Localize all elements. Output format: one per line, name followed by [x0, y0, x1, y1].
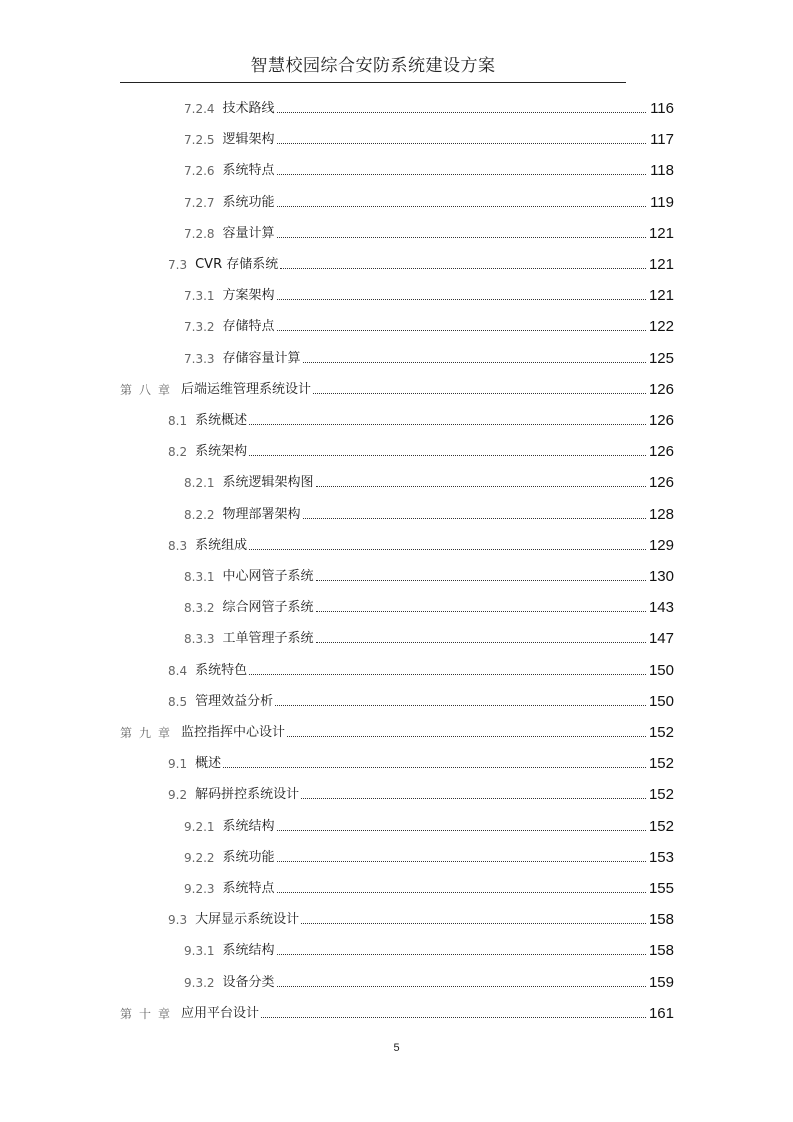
toc-dot-leader	[277, 299, 646, 300]
toc-dot-leader	[277, 237, 646, 238]
toc-dot-leader	[316, 580, 646, 581]
toc-entry[interactable]	[184, 938, 674, 960]
toc-dot-leader	[249, 424, 646, 425]
toc-entry-title: 容量计算	[222, 225, 275, 241]
toc-entry[interactable]	[168, 252, 674, 274]
toc-entry[interactable]	[168, 439, 674, 461]
toc-entry-page: 129	[648, 536, 674, 554]
toc-entry-title: 系统功能	[222, 194, 275, 210]
document-title: 智慧校园综合安防系统建设方案	[250, 56, 496, 76]
toc-entry[interactable]	[184, 127, 674, 149]
toc-entry-page: 118	[650, 162, 674, 180]
toc-entry[interactable]	[184, 876, 674, 898]
toc-entry[interactable]	[184, 190, 674, 212]
toc-dot-leader	[249, 455, 646, 456]
toc-dot-leader	[275, 705, 646, 706]
toc-entry-number: 8.2.2	[184, 507, 215, 522]
toc-entry-number: 7.2.5	[184, 133, 215, 148]
toc-entry-title: 系统逻辑架构图	[222, 475, 314, 491]
toc-dot-leader	[303, 362, 646, 363]
toc-entry[interactable]	[184, 595, 674, 617]
toc-entry-title: 应用平台设计	[181, 1005, 260, 1021]
toc-dot-leader	[277, 112, 646, 113]
toc-entry-number: 8.3.3	[184, 632, 215, 647]
toc-entry-title: 综合网管子系统	[222, 600, 314, 616]
toc-entry-number: 第九章	[120, 726, 178, 740]
toc-entry[interactable]	[168, 408, 674, 430]
toc-entry-page: 121	[648, 224, 674, 242]
toc-entry[interactable]	[184, 314, 674, 336]
toc-entry[interactable]	[184, 626, 674, 648]
toc-entry[interactable]	[184, 502, 674, 524]
toc-entry-page: 121	[648, 287, 674, 305]
toc-entry-title: 设备分类	[222, 974, 275, 990]
toc-dot-leader	[316, 611, 646, 612]
toc-entry-number: 7.2.8	[184, 226, 215, 241]
toc-entry-page: 158	[648, 911, 674, 929]
toc-entry-title: 管理效益分析	[195, 693, 274, 709]
toc-dot-leader	[287, 736, 646, 737]
toc-entry-number: 7.3.2	[184, 320, 215, 335]
toc-dot-leader	[277, 143, 646, 144]
toc-dot-leader	[277, 954, 646, 955]
toc-entry-page: 119	[650, 193, 674, 211]
toc-entry-title: CVR 存储系统	[195, 257, 279, 272]
toc-dot-leader	[301, 798, 646, 799]
toc-entry-title: 解码拼控系统设计	[195, 787, 300, 803]
toc-entry-title: 系统结构	[222, 943, 275, 959]
toc-entry-number: 9.2.1	[184, 819, 215, 834]
toc-entry-title: 系统特色	[195, 662, 248, 678]
toc-entry-number: 第八章	[120, 382, 178, 397]
toc-entry-number: 8.3	[168, 538, 188, 553]
toc-entry[interactable]	[168, 907, 674, 929]
toc-dot-leader	[223, 767, 646, 768]
toc-entry[interactable]	[168, 689, 674, 711]
toc-entry-title: 大屏显示系统设计	[195, 912, 300, 928]
toc-entry[interactable]	[184, 221, 674, 243]
toc-entry[interactable]	[184, 158, 674, 180]
toc-entry-number: 9.1	[168, 757, 188, 772]
toc-entry-number: 9.3.1	[184, 944, 215, 959]
toc-entry-title: 逻辑架构	[222, 132, 275, 148]
toc-dot-leader	[280, 268, 646, 269]
toc-entry[interactable]	[184, 283, 674, 305]
toc-entry-number: 8.2	[168, 445, 188, 460]
toc-entry[interactable]	[184, 470, 674, 492]
toc-entry-number: 9.2	[168, 788, 188, 803]
toc-entry-number: 8.3.2	[184, 601, 215, 616]
toc-entry-page: 152	[648, 724, 674, 741]
toc-dot-leader	[261, 1017, 646, 1018]
toc-entry-title: 工单管理子系统	[222, 631, 314, 647]
toc-entry-page: 147	[648, 630, 674, 648]
toc-entry-page: 126	[648, 474, 674, 492]
toc-dot-leader	[313, 393, 646, 394]
toc-entry-page: 125	[648, 349, 674, 367]
toc-entry-title: 方案架构	[222, 288, 275, 304]
toc-entry[interactable]	[184, 346, 674, 368]
toc-entry-title: 系统功能	[222, 849, 275, 865]
toc-entry-number: 7.3.3	[184, 351, 215, 366]
toc-entry-number: 8.1	[168, 414, 188, 428]
toc-entry-number: 7.3	[168, 258, 188, 272]
toc-entry-number: 9.2.2	[184, 850, 215, 865]
toc-dot-leader	[277, 892, 646, 893]
toc-entry-number: 9.3	[168, 913, 188, 928]
toc-dot-leader	[277, 986, 646, 987]
toc-entry-number: 7.2.6	[184, 164, 215, 179]
toc-entry[interactable]	[184, 564, 674, 586]
toc-entry-title: 存储容量计算	[222, 350, 301, 366]
toc-entry-number: 8.2.1	[184, 476, 215, 491]
toc-entry[interactable]	[184, 970, 674, 992]
toc-dot-leader	[316, 486, 646, 487]
toc-entry-title: 系统特点	[222, 881, 275, 896]
toc-entry-page: 126	[648, 380, 674, 398]
toc-entry-number: 8.5	[168, 694, 188, 709]
toc-entry-page: 128	[648, 505, 674, 523]
toc-entry-title: 概述	[195, 756, 222, 772]
toc-entry-title: 系统架构	[195, 444, 248, 460]
toc-entry-title: 存储特点	[222, 319, 275, 335]
toc-entry[interactable]	[168, 658, 674, 680]
toc-dot-leader	[316, 642, 646, 643]
toc-entry[interactable]	[184, 845, 674, 867]
toc-entry-title: 监控指挥中心设计	[181, 725, 286, 740]
toc-entry-page: 150	[648, 661, 674, 679]
toc-entry-title: 中心网管子系统	[222, 569, 314, 584]
toc-dot-leader	[277, 330, 646, 331]
toc-entry-number: 9.3.2	[184, 975, 215, 990]
toc-entry-number: 9.2.3	[184, 882, 215, 896]
toc-entry[interactable]	[120, 720, 674, 742]
toc-entry[interactable]	[184, 96, 674, 118]
toc-entry-page: 152	[648, 755, 674, 773]
toc-entry-page: 143	[648, 599, 674, 617]
toc-dot-leader	[249, 674, 646, 675]
toc-entry-title: 物理部署架构	[222, 506, 301, 522]
toc-entry-page: 126	[648, 412, 674, 429]
toc-entry-page: 152	[648, 786, 674, 804]
toc-entry-title: 后端运维管理系统设计	[181, 381, 312, 397]
page-number: 5	[393, 1042, 400, 1054]
toc-entry-page: 161	[648, 1004, 674, 1022]
toc-entry-number: 第十章	[120, 1006, 178, 1021]
toc-entry-number: 8.3.1	[184, 570, 215, 584]
toc-entry[interactable]	[168, 751, 674, 773]
toc-entry[interactable]	[120, 377, 674, 399]
toc-entry[interactable]	[168, 533, 674, 555]
toc-entry-page: 155	[648, 880, 674, 897]
toc-dot-leader	[301, 923, 646, 924]
toc-entry-title: 系统特点	[222, 163, 275, 179]
toc-entry[interactable]	[184, 814, 674, 836]
toc-entry-number: 7.3.1	[184, 289, 215, 304]
toc-entry-page: 159	[648, 973, 674, 991]
toc-entry-number: 8.4	[168, 663, 188, 678]
toc-entry[interactable]	[168, 782, 674, 804]
toc-entry[interactable]	[120, 1001, 674, 1023]
toc-entry-page: 158	[648, 942, 674, 960]
toc-dot-leader	[277, 861, 646, 862]
toc-entry-page: 130	[648, 568, 674, 585]
toc-entry-page: 150	[648, 692, 674, 710]
toc-entry-page: 152	[648, 817, 674, 835]
toc-entry-number: 7.2.7	[184, 195, 215, 210]
toc-dot-leader	[249, 549, 646, 550]
toc-entry-page: 122	[648, 318, 674, 336]
toc-entry-page: 121	[648, 256, 674, 273]
toc-dot-leader	[277, 206, 646, 207]
toc-entry-number: 7.2.4	[184, 102, 215, 116]
toc-entry-title: 系统结构	[222, 818, 275, 834]
toc-entry-title: 系统概述	[195, 413, 248, 428]
toc-dot-leader	[277, 174, 646, 175]
toc-entry-title: 系统组成	[195, 537, 248, 553]
toc-entry-title: 技术路线	[222, 101, 275, 116]
toc-dot-leader	[277, 830, 646, 831]
toc-entry-page: 126	[648, 443, 674, 461]
toc-entry-page: 116	[650, 100, 674, 117]
toc-entry-page: 117	[650, 131, 674, 149]
toc-dot-leader	[303, 518, 646, 519]
toc-entry-page: 153	[648, 848, 674, 866]
page-header	[120, 54, 626, 83]
